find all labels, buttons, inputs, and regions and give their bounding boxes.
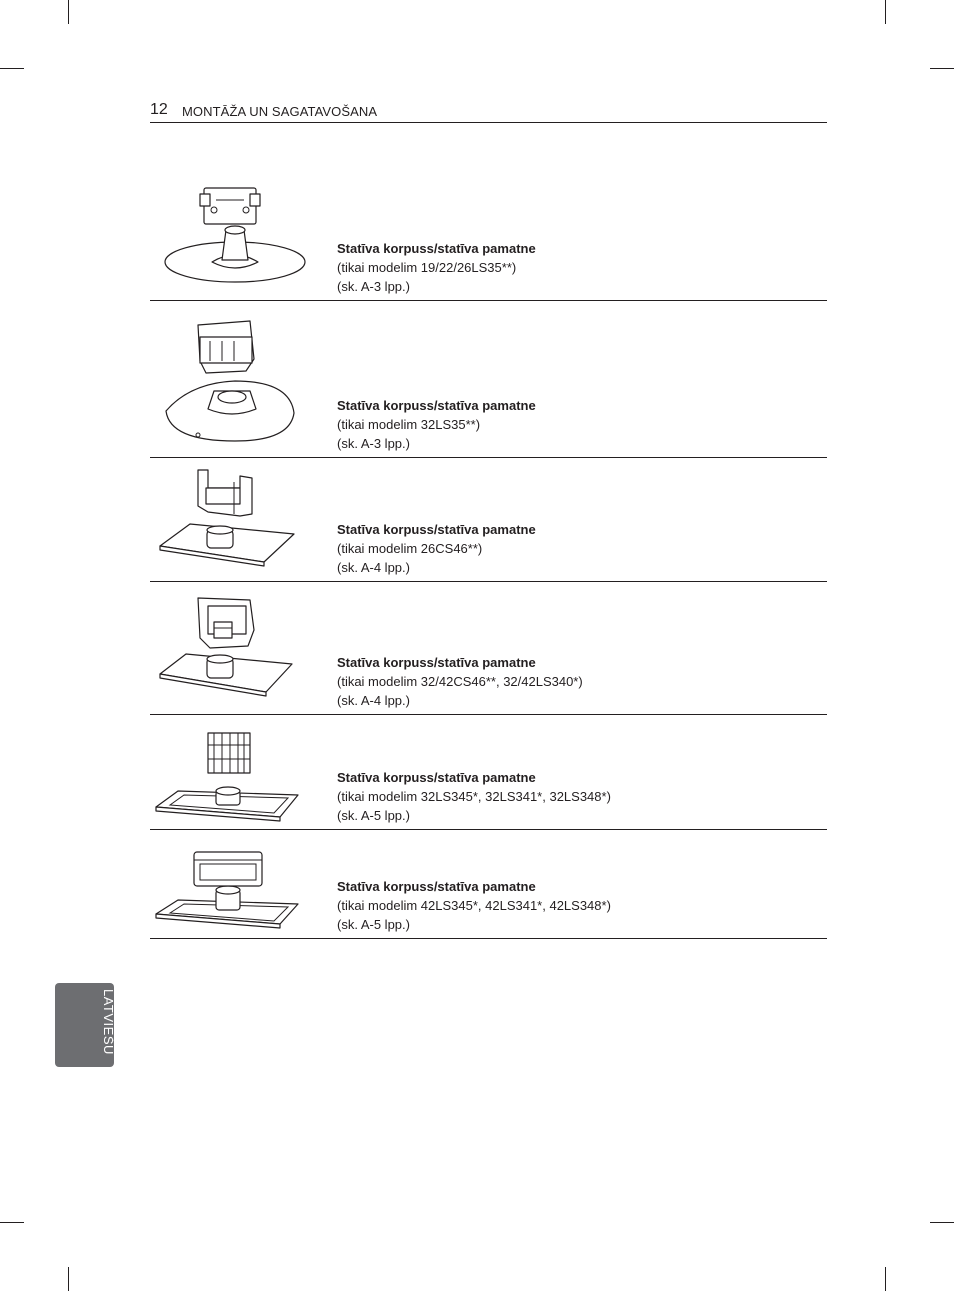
item-models: (tikai modelim 19/22/26LS35**) [337,260,517,275]
page-header [150,100,827,123]
crop-mark [68,0,69,24]
stand-illustration [150,170,320,296]
item-models: (tikai modelim 32LS345*, 32LS341*, 32LS348*) [337,789,611,804]
crop-mark [0,68,24,69]
item-name: Statīva korpuss/statīva pamatne [337,655,536,670]
language-tab-label: LATVIEŠU [101,989,116,1055]
item-models: (tikai modelim 42LS345*, 42LS341*, 42LS348*) [337,898,611,913]
item-ref: (sk. A-3 lpp.) [337,436,410,451]
item-name: Statīva korpuss/statīva pamatne [337,398,536,413]
item-ref: (sk. A-5 lpp.) [337,917,410,932]
crop-mark [930,68,954,69]
item-ref: (sk. A-3 lpp.) [337,279,410,294]
parts-list [150,170,827,939]
crop-mark [0,1222,24,1223]
item-name: Statīva korpuss/statīva pamatne [337,522,536,537]
list-item [150,301,827,458]
page-number: 12 [150,101,168,118]
item-text [337,877,611,934]
stand-illustration [150,582,320,710]
stand-illustration [150,301,320,451]
item-ref: (sk. A-5 lpp.) [337,808,410,823]
item-text [337,653,583,710]
list-item [150,170,827,301]
item-models: (tikai modelim 26CS46**) [337,541,483,556]
section-title: MONTĀŽA UN SAGATAVOŠANA [182,104,378,119]
item-models: (tikai modelim 32LS35**) [337,417,481,432]
item-text [337,768,611,825]
item-ref: (sk. A-4 lpp.) [337,693,410,708]
crop-mark [930,1222,954,1223]
item-name: Statīva korpuss/statīva pamatne [337,879,536,894]
list-item [150,458,827,582]
list-item [150,830,827,939]
list-item [150,715,827,830]
language-tab [55,983,114,1067]
stand-illustration [150,830,320,934]
crop-mark [885,0,886,24]
list-item [150,582,827,715]
item-name: Statīva korpuss/statīva pamatne [337,770,536,785]
item-name: Statīva korpuss/statīva pamatne [337,241,536,256]
item-text [337,239,536,296]
crop-mark [885,1267,886,1291]
item-text [337,520,536,577]
stand-illustration [150,458,320,578]
stand-illustration [150,715,320,825]
crop-mark [68,1267,69,1291]
item-text [337,396,536,453]
item-ref: (sk. A-4 lpp.) [337,560,410,575]
item-models: (tikai modelim 32/42CS46**, 32/42LS340*) [337,674,583,689]
